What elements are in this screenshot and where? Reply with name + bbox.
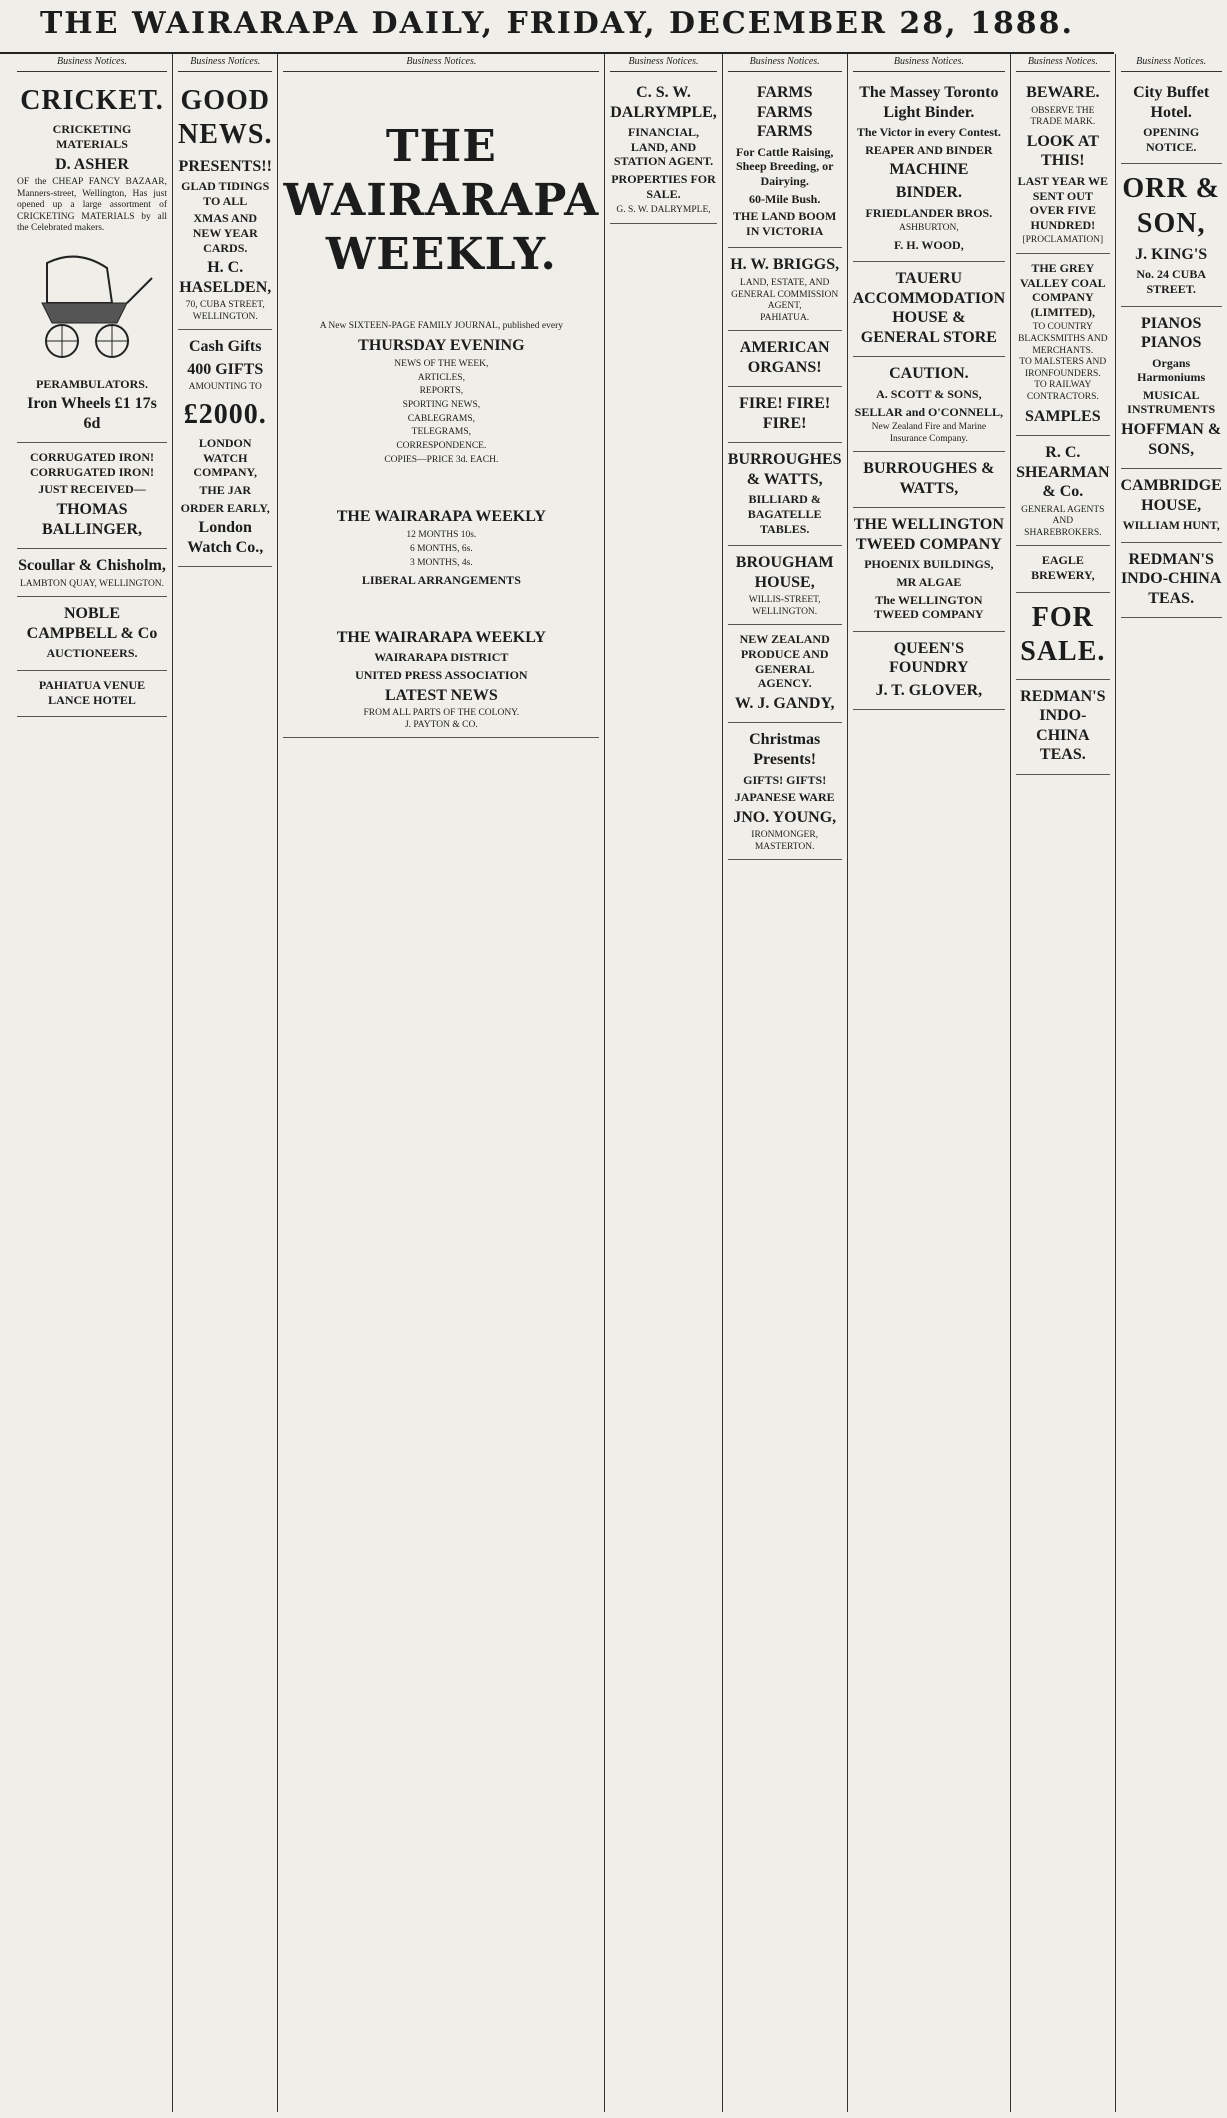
ad-taueru: [853, 262, 1006, 357]
opening-notice: OPENING NOTICE.: [1143, 125, 1200, 154]
ad-briggs: [728, 248, 842, 331]
ad-gandy: [728, 625, 842, 723]
asher-name: D. ASHER: [55, 155, 129, 173]
fire-title: FIRE! FIRE! FIRE!: [739, 395, 831, 432]
glover-name: J. T. GLOVER,: [875, 681, 983, 699]
content-item: CORRESPONDENCE.: [396, 440, 487, 451]
ad-for-sale: [1016, 593, 1109, 680]
column-1: [12, 54, 173, 2112]
columns: [12, 54, 1222, 2112]
binder-title: BINDER.: [895, 183, 962, 201]
dalrymple-name: C. S. W. DALRYMPLE,: [610, 84, 717, 121]
cambridge-house: CAMBRIDGE HOUSE,: [1120, 477, 1222, 514]
gandy-name: W. J. GANDY,: [734, 694, 835, 712]
london-watch-company: LONDON WATCH COMPANY,: [193, 436, 258, 480]
for-sale-title: FOR SALE.: [1020, 601, 1106, 667]
column-header: Business Notices.: [283, 54, 599, 72]
ad-massey: [853, 76, 1006, 262]
city-buffet: City Buffet Hotel.: [1133, 84, 1210, 121]
ballinger-name: THOMAS BALLINGER,: [41, 501, 143, 538]
haselden-name: H. C. HASELDEN,: [179, 259, 272, 296]
friedlander: FRIEDLANDER BROS.: [865, 205, 993, 220]
ad-fire: [728, 387, 842, 443]
noble-title: NOBLE CAMPBELL & Co: [26, 605, 158, 642]
liberal-arrangements: LIBERAL ARRANGEMENTS: [361, 573, 521, 588]
ad-corrugated-iron: [17, 443, 167, 549]
column-header: Business Notices.: [178, 54, 272, 72]
content-item: CABLEGRAMS,: [407, 413, 475, 424]
column-header: Business Notices.: [17, 54, 167, 72]
xmas-cards: XMAS AND NEW YEAR CARDS.: [192, 211, 258, 255]
column-2: [173, 54, 278, 2112]
queens-foundry: QUEEN'S FOUNDRY: [889, 639, 969, 677]
musical-instruments: MUSICAL INSTRUMENTS: [1127, 387, 1216, 417]
all-parts: FROM ALL PARTS OF THE COLONY.: [363, 708, 520, 719]
weekly-contents: [283, 358, 599, 453]
general-agents: GENERAL AGENTS: [1021, 504, 1105, 515]
ad-noble-campbell: [17, 597, 167, 671]
proclamation: [PROCLAMATION]: [1022, 235, 1104, 246]
young-address: IRONMONGER, MASTERTON.: [751, 830, 819, 852]
victor-title: The Victor in every Contest.: [856, 125, 1001, 140]
ad-wairarapa-weekly: [283, 76, 599, 738]
auctioneers: AUCTIONEERS.: [46, 646, 138, 661]
the-jar: THE JAR: [199, 482, 252, 497]
properties-for-sale: PROPERTIES FOR SALE.: [611, 172, 716, 201]
samples-title: SAMPLES: [1025, 407, 1101, 425]
content-item: ARTICLES,: [417, 372, 465, 383]
ad-scoullar: [17, 549, 167, 597]
column-header: Business Notices.: [610, 54, 717, 72]
content-item: NEWS OF THE WEEK,: [394, 359, 489, 370]
taueru-title: TAUERU ACCOMMODATION HOUSE & GENERAL STORE: [852, 270, 1006, 346]
grey-valley-title: THE GREY VALLEY COAL COMPANY (LIMITED),: [1019, 260, 1106, 319]
cricket-title: CRICKET.: [20, 85, 164, 117]
scott-sons: A. SCOTT & SONS,: [876, 386, 982, 401]
perambulators-title: PERAMBULATORS.: [36, 376, 148, 391]
content-item: TELEGRAMS,: [411, 427, 472, 438]
perambulator-illustration: [17, 243, 167, 363]
latest-news: LATEST NEWS: [384, 686, 498, 704]
ad-burroughes-2: [853, 452, 1006, 508]
just-received: JUST RECEIVED—: [38, 482, 146, 497]
sellar-oconnell: SELLAR and O'CONNELL,: [854, 404, 1004, 419]
ad-christmas: [728, 723, 842, 860]
beware-title: BEWARE.: [1026, 84, 1100, 102]
ad-grey-valley: [1016, 254, 1109, 436]
ad-pianos: [1121, 307, 1222, 470]
eagle-brewery: EAGLE BREWERY,: [1031, 553, 1095, 582]
ad-orr-son: [1121, 164, 1222, 306]
scoullar-title: Scoullar & Chisholm,: [18, 557, 166, 575]
ad-good-news: [178, 76, 272, 330]
column-header: Business Notices.: [853, 54, 1006, 72]
christmas-presents: Christmas Presents!: [749, 731, 821, 768]
ad-queens-foundry: [853, 632, 1006, 711]
corrugated-title: CORRUGATED IRON! CORRUGATED IRON!: [29, 450, 155, 479]
united-press: UNITED PRESS ASSOCIATION: [355, 667, 528, 682]
column-header: Business Notices.: [1016, 54, 1109, 72]
organs-title: AMERICAN ORGANS!: [739, 339, 830, 376]
ad-organs: [728, 331, 842, 387]
ad-shearman: [1016, 436, 1109, 546]
briggs-name: H. W. BRIGGS,: [730, 256, 840, 274]
cricket-sub: CRICKETING MATERIALS: [52, 122, 132, 151]
pahiatua-hotel-title: PAHIATUA VENUE LANCE HOTEL: [38, 677, 146, 707]
young-name: JNO. YOUNG,: [733, 808, 837, 826]
gifts-400: 400 GIFTS: [187, 360, 264, 378]
nz-fire-insurance: New Zealand Fire and Marine Insurance Company.: [871, 422, 987, 444]
machine-title: MACHINE: [889, 161, 969, 179]
wood-name: F. H. WOOD,: [894, 237, 964, 252]
column-header: Business Notices.: [1121, 54, 1222, 72]
william-hunt: WILLIAM HUNT,: [1122, 518, 1220, 533]
ad-burroughes: [728, 443, 842, 546]
pianos-title: PIANOS PIANOS: [1140, 314, 1202, 352]
weekly-banner: THE WAIRARAPA WEEKLY.: [283, 121, 600, 280]
ad-redmans-2: [1121, 543, 1222, 619]
ad-cash-gifts: [178, 330, 272, 567]
tweed-company: The WELLINGTON TWEED COMPANY: [874, 592, 984, 622]
organs-title: Organs Harmoniums: [1137, 355, 1206, 385]
redmans-teas: REDMAN'S INDO-CHINA TEAS.: [1020, 687, 1106, 764]
orr-son: ORR & SON,: [1122, 173, 1220, 239]
sixty-mile-bush: 60-Mile Bush.: [749, 191, 821, 206]
observe-trademark: OBSERVE THE TRADE MARK.: [1030, 105, 1096, 128]
ad-caution: [853, 357, 1006, 452]
cash-gifts-title: Cash Gifts: [189, 338, 262, 356]
brougham-house: BROUGHAM HOUSE,: [735, 554, 834, 591]
column-4: [605, 54, 723, 2112]
ad-eagle-brewery: [1016, 546, 1109, 592]
column-header: Business Notices.: [728, 54, 842, 72]
hoffman-sons: HOFFMAN & SONS,: [1121, 421, 1222, 458]
ad-farms: [728, 76, 842, 248]
iron-wheels-price: Iron Wheels £1 17s 6d: [27, 395, 157, 432]
shearman-name: R. C. SHEARMAN & Co.: [1016, 444, 1110, 501]
to-blacksmiths: TO COUNTRY BLACKSMITHS AND MERCHANTS.: [1018, 322, 1108, 356]
payton-signature: J. PAYTON & CO.: [404, 719, 478, 730]
massey-title: The Massey Toronto Light Binder.: [859, 84, 999, 121]
weekly-thursday: THURSDAY EVENING: [358, 336, 525, 354]
mr-algae: MR ALGAE: [896, 575, 962, 589]
dalrymple-sub: FINANCIAL, LAND, AND STATION AGENT.: [613, 125, 714, 169]
lambton-quay: LAMBTON QUAY, WELLINGTON.: [19, 578, 165, 589]
asher-body: OF the CHEAP FANCY BAZAAR, Manners-street, Wellington, Has just opened up a large assortment of CRICKETING MATERIALS by all the Celebrated makers.: [17, 177, 167, 234]
weekly-intro: A New SIXTEEN-PAGE FAMILY JOURNAL, published every: [319, 321, 563, 332]
column-8: [1116, 54, 1227, 2112]
land-boom: THE LAND BOOM IN VICTORIA: [733, 209, 837, 238]
london-watch-co: London Watch Co.,: [187, 519, 264, 556]
gift-amount: £2000.: [183, 398, 267, 430]
briggs-pahiatua: PAHIATUA.: [760, 312, 810, 323]
wellington-tweed: THE WELLINGTON TWEED COMPANY: [853, 516, 1004, 553]
column-3: [278, 54, 605, 2112]
dalrymple-signature: G. S. W. DALRYMPLE,: [616, 205, 711, 216]
japanese-ware: JAPANESE WARE: [734, 790, 835, 805]
willis-street: WILLIS-STREET, WELLINGTON.: [748, 595, 821, 617]
look-at-this: LOOK AT THIS!: [1026, 132, 1099, 170]
term-item: 6 MONTHS, 6s.: [409, 544, 473, 555]
weekly-title-3: THE WAIRARAPA WEEKLY: [336, 628, 546, 646]
masthead: [0, 0, 1114, 54]
farms-sub: For Cattle Raising, Sheep Breeding, or Dairying.: [735, 144, 834, 188]
column-6: [848, 54, 1012, 2112]
to-railway: TO RAILWAY CONTRACTORS.: [1026, 380, 1099, 402]
briggs-sub: LAND, ESTATE, AND GENERAL COMMISSION AGENT,: [731, 278, 839, 312]
caution-title: CAUTION.: [889, 365, 969, 383]
sharebrokers: AND SHAREBROKERS.: [1024, 516, 1102, 538]
haselden-address: 70, CUBA STREET, WELLINGTON.: [185, 300, 265, 322]
weekly-title-2: THE WAIRARAPA WEEKLY: [336, 507, 546, 525]
ad-tweed: [853, 508, 1006, 632]
ad-beware: [1016, 76, 1109, 254]
five-hundred: LAST YEAR WE SENT OUT OVER FIVE HUNDRED!: [1017, 173, 1109, 232]
weekly-price: COPIES—PRICE 3d. EACH.: [384, 455, 499, 466]
ad-cambridge: [1121, 469, 1222, 543]
farms-title: FARMS FARMS FARMS: [756, 84, 813, 141]
column-7: [1011, 54, 1115, 2112]
kings-name: J. KING'S: [1135, 245, 1208, 263]
weekly-terms: [283, 529, 599, 570]
burroughes-name-2: BURROUGHES & WATTS,: [863, 460, 995, 497]
presents-title: PRESENTS!!: [178, 157, 272, 175]
burroughes-name: BURROUGHES & WATTS,: [727, 451, 842, 488]
masthead-title: THE WAIRARAPA DAILY, FRIDAY, DECEMBER 28, 1888.: [39, 6, 1075, 41]
content-item: REPORTS,: [419, 386, 464, 397]
term-item: 12 MONTHS 10s.: [406, 530, 477, 541]
column-5: [723, 54, 848, 2112]
phoenix-buildings: PHOENIX BUILDINGS,: [864, 557, 994, 572]
ad-city-buffet: [1121, 76, 1222, 164]
ad-cricket: [17, 76, 167, 443]
billiard-tables: BILLIARD & BAGATELLE TABLES.: [747, 492, 822, 536]
ad-pahiatua-hotel: [17, 671, 167, 717]
glad-tidings: GLAD TIDINGS TO ALL: [181, 179, 270, 208]
ad-brougham: [728, 546, 842, 625]
order-early: ORDER EARLY,: [180, 500, 270, 515]
reaper-binder: REAPER AND BINDER: [865, 142, 993, 157]
content-item: SPORTING NEWS,: [402, 400, 481, 411]
ashburton: ASHBURTON,: [899, 223, 959, 234]
term-item: 3 MONTHS, 4s.: [409, 557, 473, 568]
ad-redmans: [1016, 680, 1109, 775]
good-news-title: GOOD NEWS.: [178, 85, 273, 151]
gifts-title: GIFTS! GIFTS!: [743, 772, 827, 787]
cuba-street: No. 24 CUBA STREET.: [1136, 267, 1206, 296]
redmans-teas-2: REDMAN'S INDO-CHINA TEAS.: [1120, 550, 1222, 607]
wairarapa-district: WAIRARAPA DISTRICT: [374, 650, 509, 665]
to-malsters: TO MALSTERS AND IRONFOUNDERS.: [1019, 357, 1107, 379]
nz-produce: NEW ZEALAND PRODUCE AND GENERAL AGENCY.: [739, 632, 830, 691]
amounting-to: AMOUNTING TO: [188, 382, 262, 393]
ad-dalrymple: [610, 76, 717, 224]
